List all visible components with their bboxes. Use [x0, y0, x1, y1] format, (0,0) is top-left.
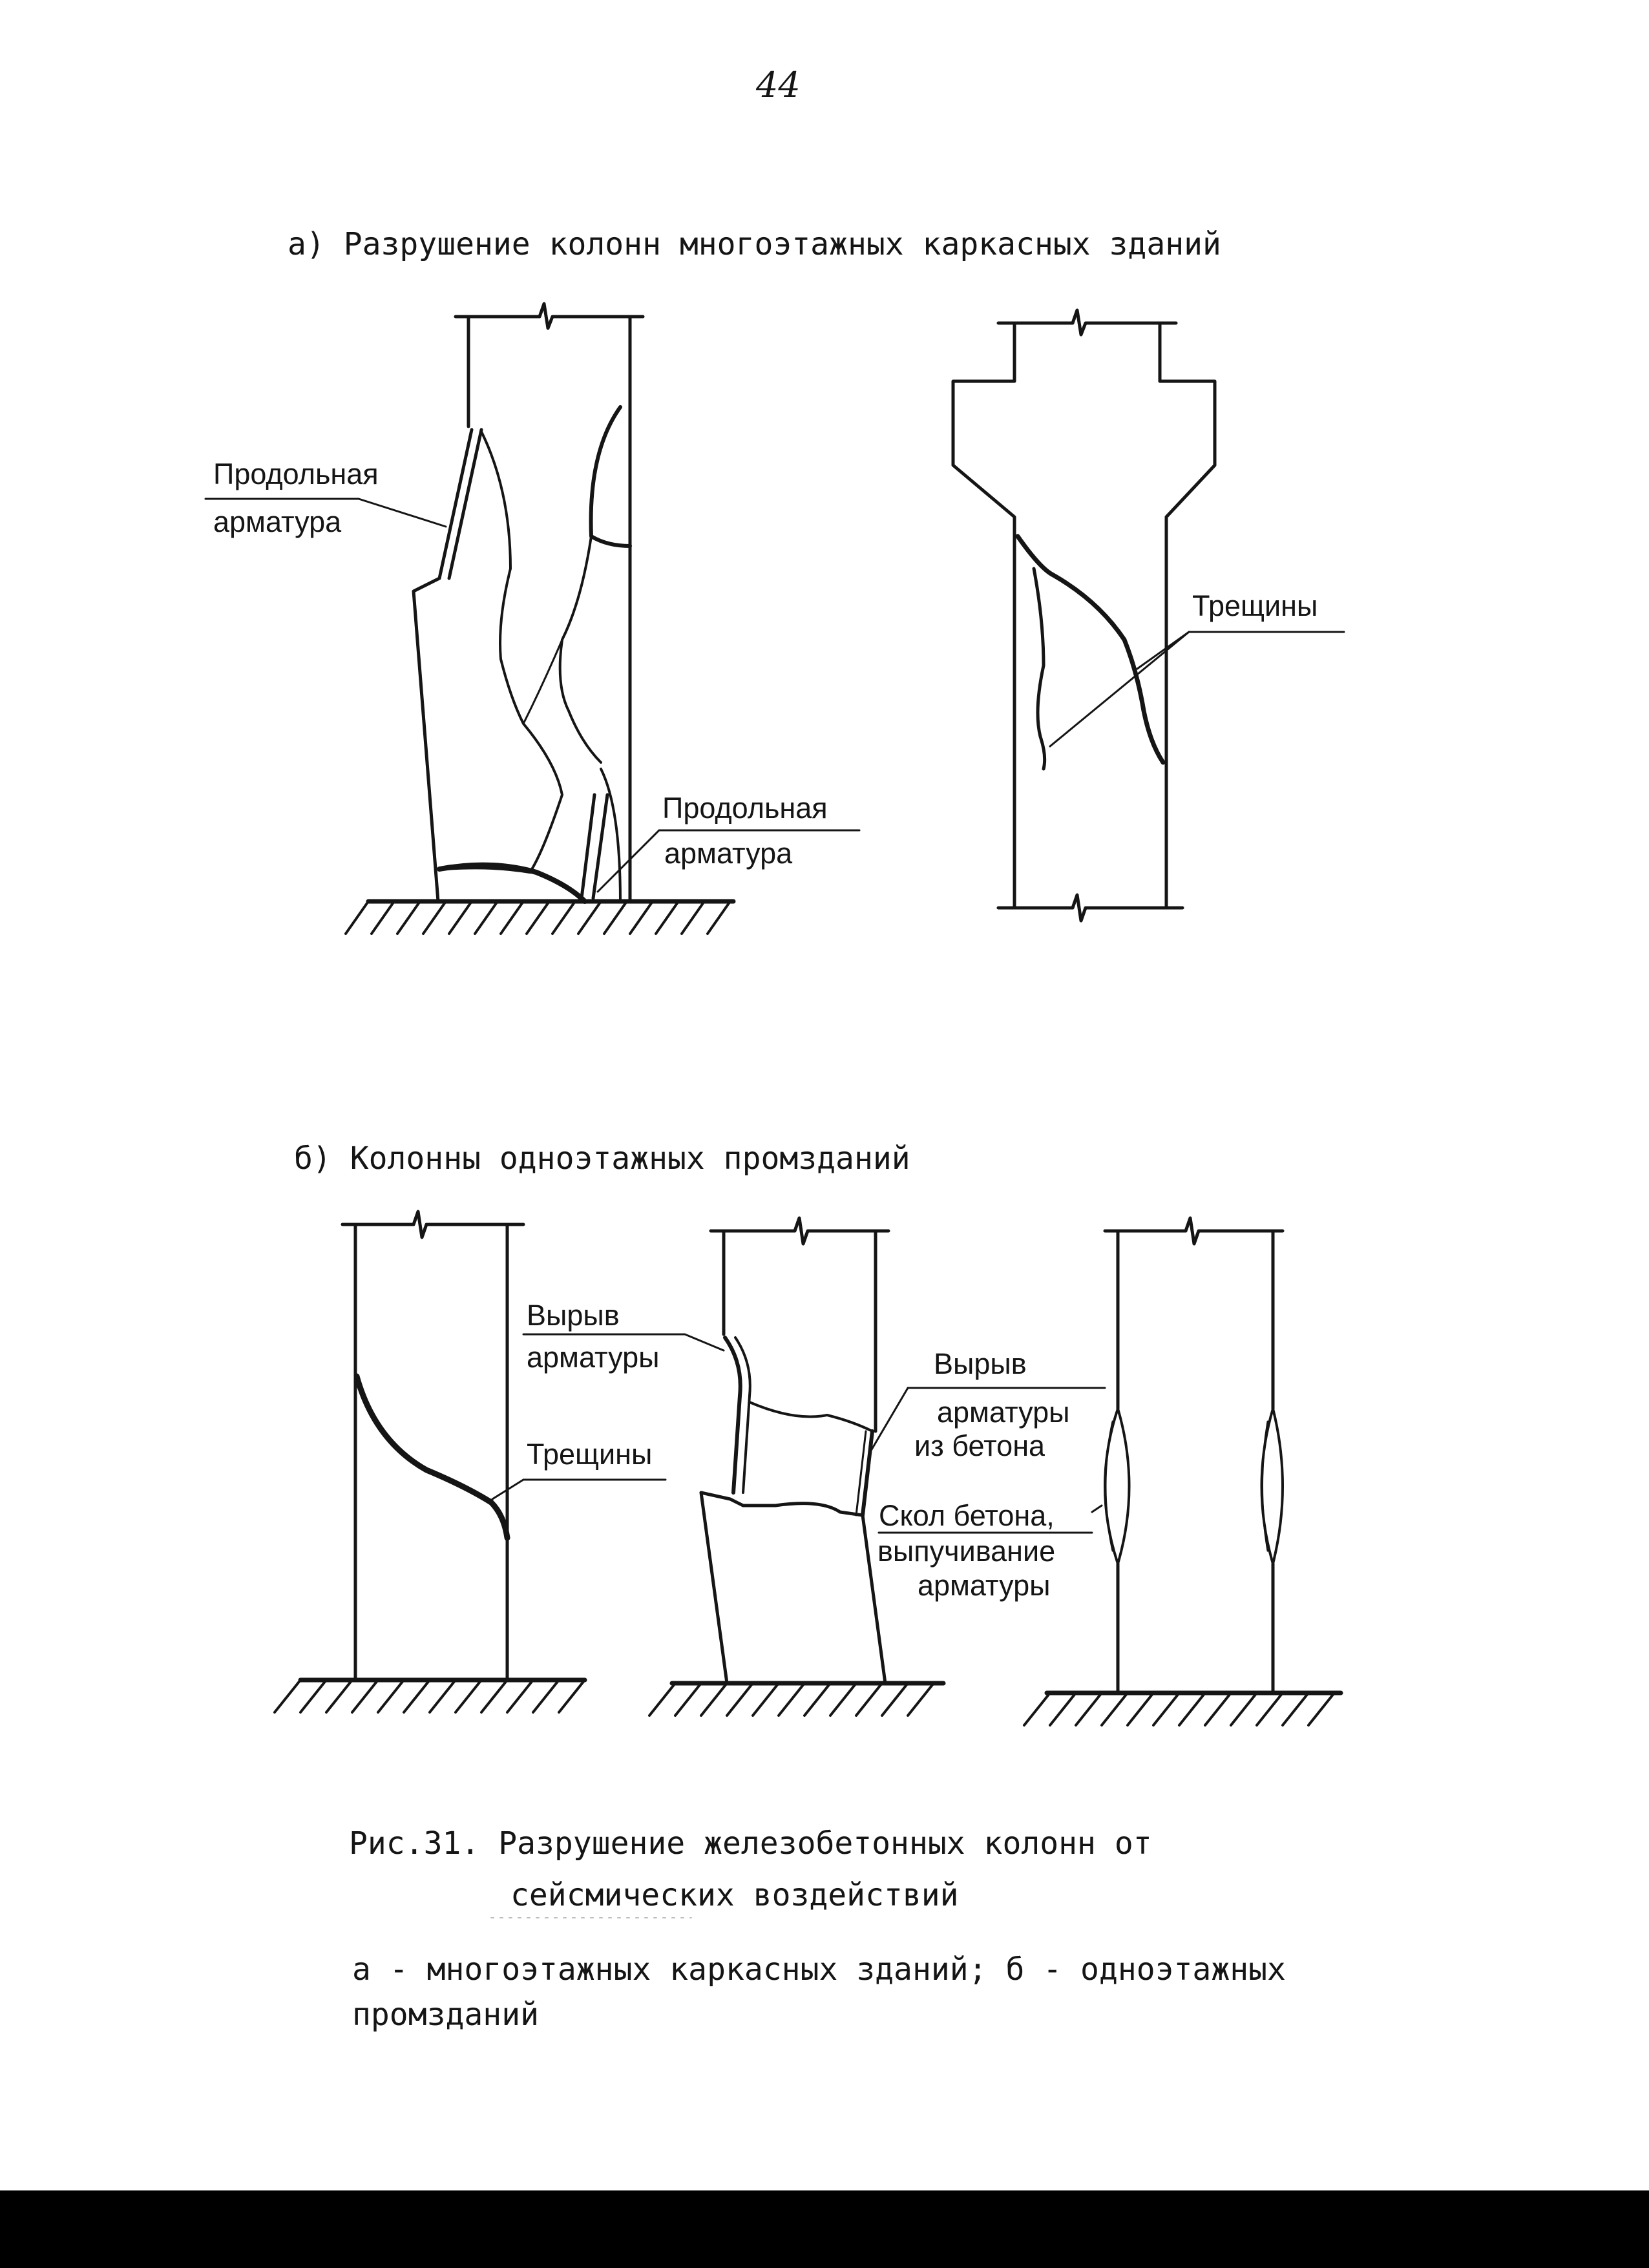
caption-legend-line2: промзданий — [352, 1997, 539, 2033]
label-pullout-concrete-line2: арматуры — [937, 1396, 1070, 1429]
caption-line1: Рис.31. Разрушение железобетонных колонн от — [349, 1825, 1152, 1862]
label-cracks-b: Трещины — [527, 1438, 653, 1471]
label-pullout-concrete-line1: Вырыв — [934, 1347, 1027, 1380]
label-rebar-right-line2: арматура — [664, 837, 793, 870]
label-rebar-left-line1: Продольная — [213, 457, 379, 490]
section-a-heading: а) Разрушение колонн многоэтажных каркасных зданий — [288, 226, 1221, 262]
label-spall-line3: арматуры — [918, 1569, 1051, 1602]
caption-line2: сейсмических воздействий — [510, 1877, 959, 1913]
label-pullout-line2: арматуры — [527, 1341, 660, 1374]
page-number: 44 — [756, 65, 801, 105]
scan-bottom-band — [0, 2190, 1649, 2268]
label-spall-line2: выпучивание — [877, 1535, 1056, 1568]
column-b-3 — [879, 1218, 1341, 1725]
section-b-heading: б) Колонны одноэтажных промзданий — [294, 1140, 910, 1177]
label-rebar-right-line1: Продольная — [662, 792, 828, 824]
label-pullout-line1: Вырыв — [527, 1299, 620, 1332]
label-cracks-a: Трещины — [1192, 589, 1318, 622]
label-spall-line1: Скол бетона, — [879, 1499, 1055, 1532]
label-rebar-left-line2: арматура — [213, 505, 342, 538]
label-pullout-concrete-line3: из бетона — [914, 1429, 1045, 1462]
caption-legend-line1: а - многоэтажных каркасных зданий; б - одноэтажных — [352, 1951, 1286, 1988]
